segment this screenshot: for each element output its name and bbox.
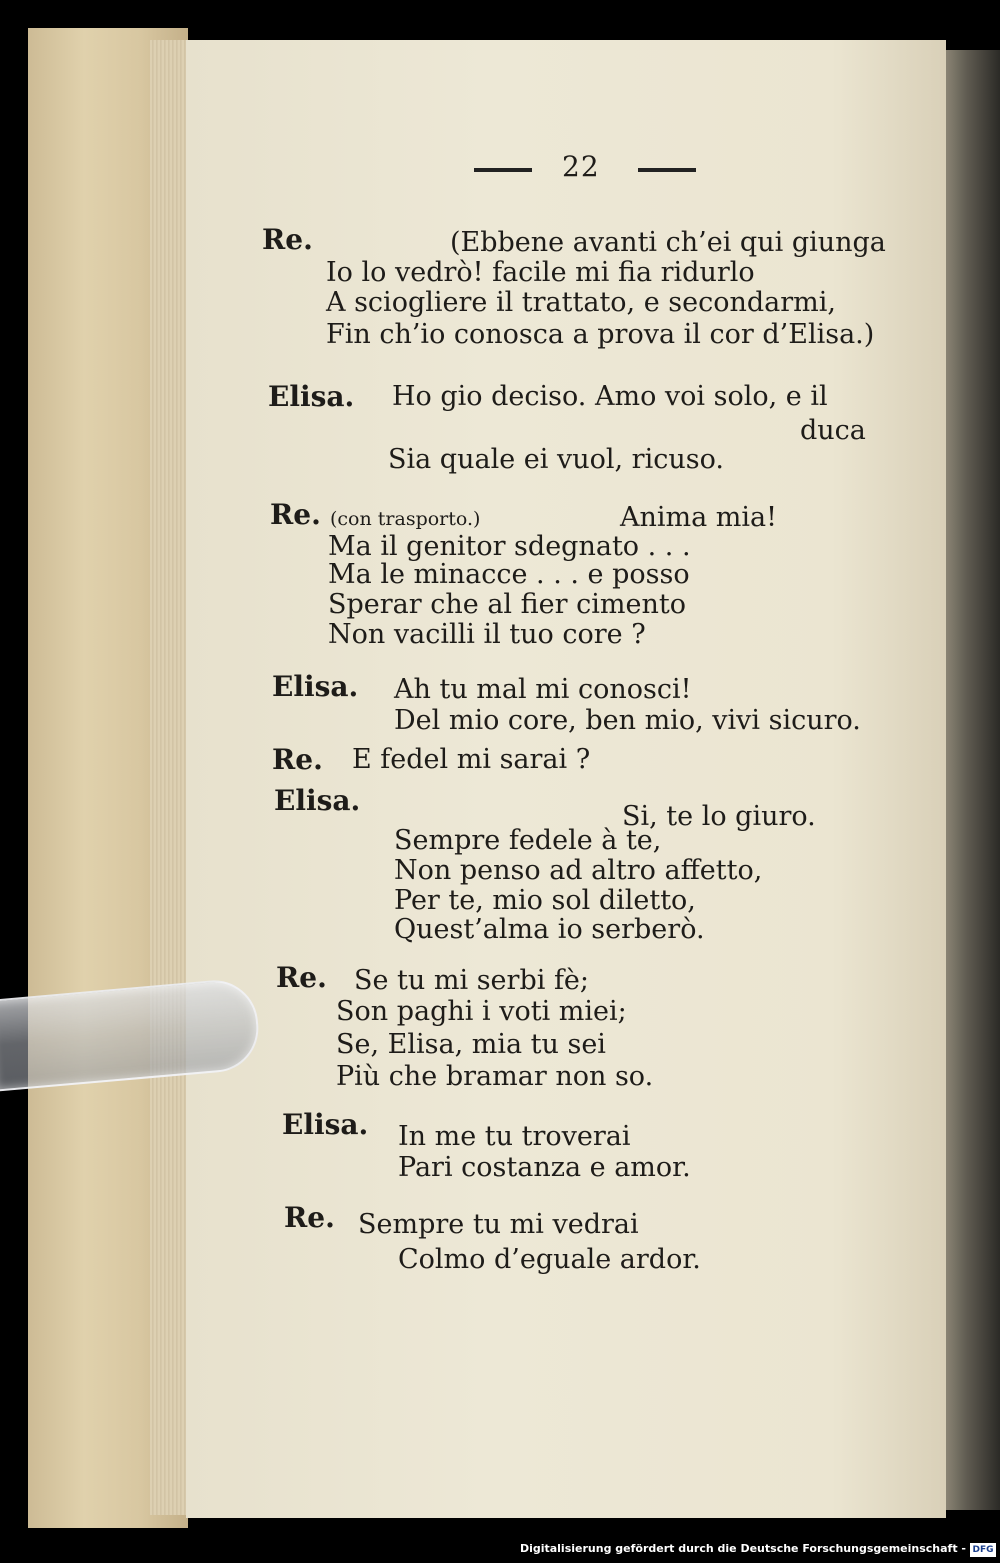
- verse-line: Non vacilli il tuo core ?: [328, 619, 646, 650]
- page-edges: [150, 40, 191, 1515]
- verse-line: Ah tu mal mi conosci!: [394, 674, 692, 705]
- verse-line: Ma il genitor sdegnato . . .: [328, 531, 691, 562]
- verse-line: Sia quale ei vuol, ricuso.: [388, 444, 724, 475]
- verse-line: Sperar che al fier cimento: [328, 589, 686, 620]
- header-rule-right: [638, 168, 696, 172]
- verse-line: Pari costanza e amor.: [398, 1152, 691, 1183]
- verse-line: (Ebbene avanti ch’ei qui giunga: [450, 227, 886, 258]
- dfg-logo: DFG: [970, 1543, 996, 1557]
- verse-line: E fedel mi sarai ?: [352, 744, 591, 775]
- page-number: 22: [562, 150, 600, 183]
- digitization-credit: Digitalisierung gefördert durch die Deutsche Forschungsgemeinschaft -: [519, 1542, 966, 1555]
- page-header: [470, 150, 710, 190]
- verse-line: Per te, mio sol diletto,: [394, 885, 696, 916]
- verse-line: Io lo vedrò! facile mi fia ridurlo: [326, 257, 755, 288]
- speaker-label: Elisa.: [282, 1108, 369, 1141]
- binding-shadow: [946, 50, 1000, 1510]
- speaker-label: Re.: [284, 1201, 335, 1234]
- stage-direction: (con trasporto.): [330, 508, 481, 530]
- verse-line: Se, Elisa, mia tu sei: [336, 1029, 606, 1060]
- verse-line: Ma le minacce . . . e posso: [328, 559, 690, 590]
- verse-line: Se tu mi serbi fè;: [354, 965, 590, 996]
- verse-line: Ho gio deciso. Amo voi solo, e il: [392, 381, 828, 412]
- verse-line: duca: [800, 415, 866, 446]
- verse-line: Colmo d’eguale ardor.: [398, 1244, 701, 1275]
- verse-line: Più che bramar non so.: [336, 1061, 654, 1092]
- verse-line: Quest’alma io serberò.: [394, 914, 705, 945]
- speaker-label: Re.: [270, 498, 321, 531]
- verse-line: Sempre fedele à te,: [394, 825, 662, 856]
- speaker-label: Elisa.: [272, 670, 359, 703]
- verse-line: Son paghi i voti miei;: [336, 996, 627, 1027]
- verse-line: Sempre tu mi vedrai: [358, 1209, 639, 1240]
- speaker-label: Elisa.: [268, 380, 355, 413]
- verse-line: Si, te lo giuro.: [622, 801, 816, 832]
- verse-line: Anima mia!: [620, 502, 777, 533]
- speaker-label: Re.: [262, 223, 313, 256]
- verse-line: Non penso ad altro affetto,: [394, 855, 763, 886]
- speaker-label: Re.: [272, 743, 323, 776]
- header-rule-left: [474, 168, 532, 172]
- verse-line: Del mio core, ben mio, vivi sicuro.: [394, 705, 861, 736]
- verse-line: Fin ch’io conosca a prova il cor d’Elisa.): [326, 319, 875, 350]
- verse-line: A sciogliere il trattato, e secondarmi,: [326, 287, 836, 318]
- speaker-label: Re.: [276, 961, 327, 994]
- verse-line: In me tu troverai: [398, 1121, 631, 1152]
- speaker-label: Elisa.: [274, 784, 361, 817]
